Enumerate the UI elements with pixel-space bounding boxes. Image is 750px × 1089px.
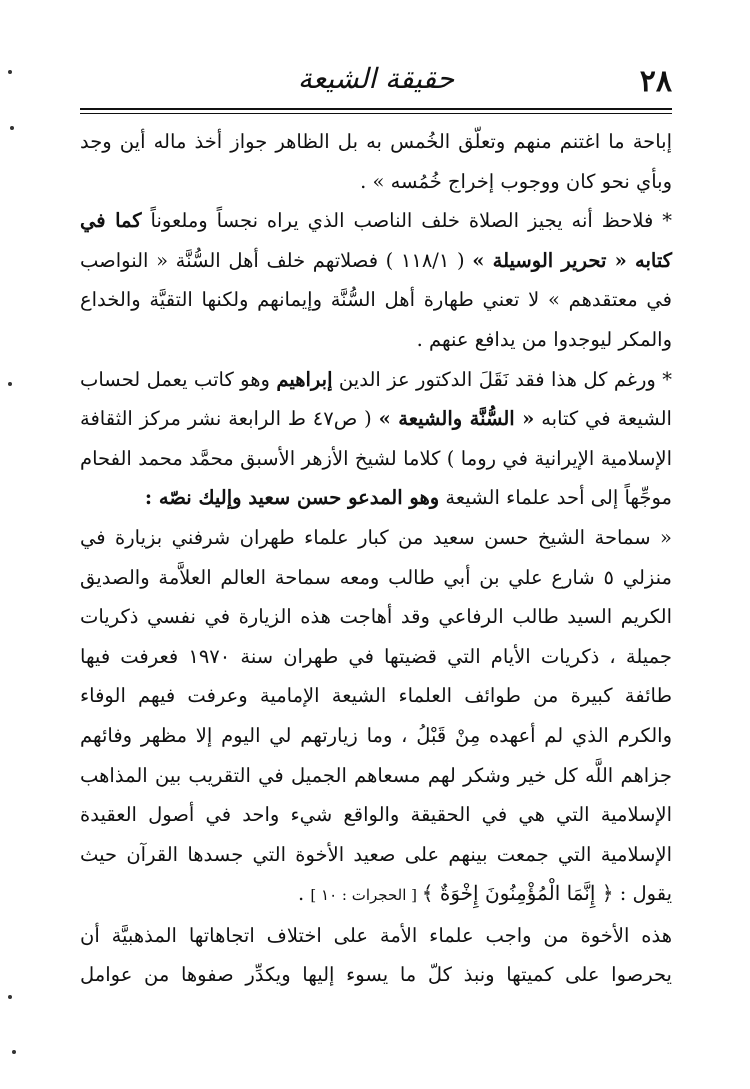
header-divider bbox=[80, 113, 672, 114]
text-run: ( ص٤٧ ط الرابعة نشر مركز الثقافة الإسلامية الإيرانية في روما ) كلاما لشيخ الأزهر الأسبق محمَّد محمد الفحام موجِّهاً إلى أحد علماء الشيعة bbox=[80, 407, 672, 510]
bold-text: كما في كتابه « تحرير الوسيلة » bbox=[80, 209, 672, 272]
quran-reference: [ الحجرات : ١٠ ] bbox=[310, 886, 422, 905]
margin-speck bbox=[8, 995, 12, 999]
text-run: هذه الأخوة من واجب علماء الأمة على اختلاف اتجاهاتها المذهبيَّة أن يحرصوا على كميتها ونبذ كلّ ما يسوء إليها ويكدِّر صفوها من عوامل bbox=[80, 923, 672, 987]
text-run: * فلاحظ أنه يجيز الصلاة خلف الناصب الذي يراه نجساً وملعوناً bbox=[141, 209, 672, 233]
paragraph bbox=[80, 122, 672, 201]
text-run: ( ١١٨/١ ) فصلاتهم خلف أهل السُّنَّة « النواصب في معتقدهم » لا تعني طهارة أهل السُّنَّة وإيمانهم ولكنها التقيَّة والخداع والمكر ليوجدوا من يدافع عنهم . bbox=[80, 248, 672, 351]
bold-text: إبراهيم bbox=[276, 367, 333, 391]
page-number: ٢٨ bbox=[639, 64, 672, 99]
bold-text: « السُّنَّة والشيعة » bbox=[378, 407, 535, 431]
text-run: وهو كاتب يعمل لحساب الشيعة في كتابه bbox=[80, 367, 672, 431]
margin-speck bbox=[8, 70, 12, 74]
margin-speck bbox=[10, 126, 14, 130]
quran-quote: ﴿ إِنَّمَا الْمُؤْمِنُونَ إِخْوَةٌ ﴾ bbox=[421, 881, 614, 906]
paragraph bbox=[80, 360, 672, 518]
text-run: . bbox=[297, 882, 311, 906]
paragraph bbox=[80, 518, 672, 916]
text-run: إباحة ما اغتنم منهم وتعلّق الخُمس به بل الظاهر جواز أخذ ماله أين وجد وبأي نحو كان ووجوب إخراج خُمُسه » . bbox=[80, 130, 672, 193]
margin-speck bbox=[12, 1050, 16, 1054]
bold-text: وهو المدعو حسن سعيد وإليك نصّه : bbox=[144, 486, 440, 510]
text-run: * ورغم كل هذا فقد نَقَلَ الدكتور عز الدين bbox=[332, 367, 673, 391]
text-run: « سماحة الشيخ حسن سعيد من كبار علماء طهران شرفني بزيارة في منزلي ٥ شارع علي بن أبي طالب ومعه سماحة العالم العلاَّمة والصديق الكريم السيد طالب الرفاعي وقد أهاجت هذه الزيارة في نفسي ذكريات جميلة ، ذكريات الأيام التي قضيتها في طهران سنة ١٩٧٠ فعرفت فيها طائفة كبيرة من طوائف العلماء الشيعة الإمامية وعرفت فيهم الوفاء والكرم الذي لم أعهده مِنْ قَبْلُ ، وما زيارتهم لي اليوم إلا مظهر وفائهم جزاهم اللَّه كل خير وشكر لهم مسعاهم الجميل في التقريب بين المذاهب الإسلامية التي هي في الحقيقة والواقع شيء واحد في أصول العقيدة الإسلامية التي جمعت بينهم على صعيد الأخوة التي جسدها القرآن حيث يقول : bbox=[80, 525, 672, 906]
running-title: حقيقة الشيعة bbox=[297, 62, 455, 95]
page-header bbox=[80, 58, 672, 110]
margin-speck bbox=[8, 382, 12, 386]
paragraph bbox=[80, 201, 672, 359]
page-body bbox=[80, 122, 672, 995]
paragraph bbox=[80, 916, 672, 995]
